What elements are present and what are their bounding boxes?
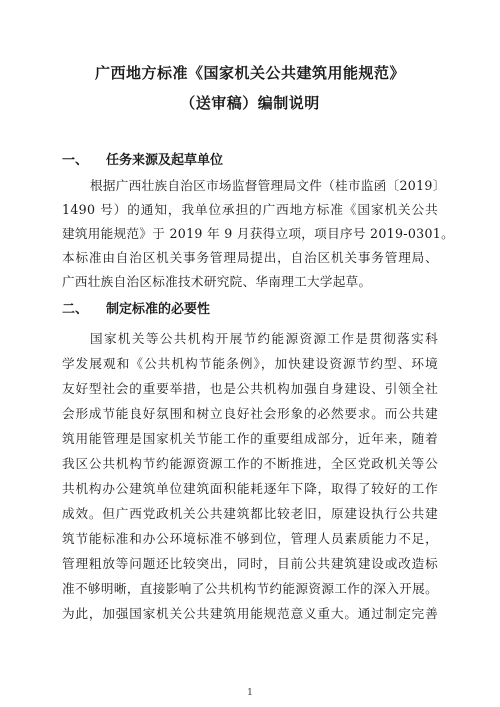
paragraph-line: 准不够明晰，直接影响了公共机构节约能源资源工作的深入开展。 bbox=[62, 581, 438, 596]
document-subtitle: （送审稿）编制说明 bbox=[180, 94, 320, 112]
document-title: 广西地方标准《国家机关公共建筑用能规范》 bbox=[94, 64, 405, 82]
section-heading-text: 制定标准的必要性 bbox=[106, 302, 211, 317]
paragraph-line: 学发展观和《公共机构节能条例》，加快建设资源节约型、环境 bbox=[62, 356, 438, 371]
section-heading-necessity bbox=[62, 298, 210, 317]
page-number: 1 bbox=[247, 688, 253, 698]
section-number: 一、 bbox=[62, 153, 89, 168]
paragraph-line: 共机构办公建筑单位建筑面积能耗逐年下降，取得了较好的工作 bbox=[62, 481, 438, 496]
paragraph-line: 会形成节能良好氛围和树立良好社会形象的必然要求。而公共建 bbox=[62, 406, 438, 421]
paragraph-line: 建筑用能规范》于 2019 年 9 月获得立项，项目序号 2019-0301。 bbox=[62, 226, 455, 241]
paragraph-line: 国家机关等公共机构开展节约能源资源工作是贯彻落实科 bbox=[90, 331, 438, 346]
section-heading-text: 任务来源及起草单位 bbox=[106, 153, 224, 168]
paragraph-line: 本标准由自治区机关事务管理局提出，自治区机关事务管理局、 bbox=[62, 250, 438, 265]
paragraph-line: 成效。但广西党政机关公共建筑都比较老旧，原建设执行公共建 bbox=[62, 506, 438, 521]
paragraph-line: 管理粗放等问题还比较突出，同时，目前公共建筑建设或改造标 bbox=[62, 556, 438, 571]
paragraph-line: 广西壮族自治区标准技术研究院、华南理工大学起草。 bbox=[62, 274, 372, 289]
paragraph-line: 筑用能管理是国家机关节能工作的重要组成部分，近年来，随着 bbox=[62, 431, 438, 446]
paragraph-line: 我区公共机构节约能源资源工作的不断推进，全区党政机关等公 bbox=[62, 456, 438, 471]
paragraph-line: 为此，加强国家机关公共建筑用能规范意义重大。通过制定完善 bbox=[62, 606, 438, 621]
paragraph-line: 根据广西壮族自治区市场监督管理局文件（桂市监函〔2019〕 bbox=[90, 178, 446, 193]
paragraph-line: 友好型社会的重要举措，也是公共机构加强自身建设、引领全社 bbox=[62, 381, 438, 396]
section-number: 二、 bbox=[62, 302, 89, 317]
paragraph-line: 筑节能标准和办公环境标准不够到位，管理人员素质能力不足， bbox=[62, 531, 438, 546]
paragraph-line: 1490 号）的通知，我单位承担的广西地方标准《国家机关公共 bbox=[62, 202, 438, 217]
section-heading-task-source bbox=[62, 149, 223, 168]
